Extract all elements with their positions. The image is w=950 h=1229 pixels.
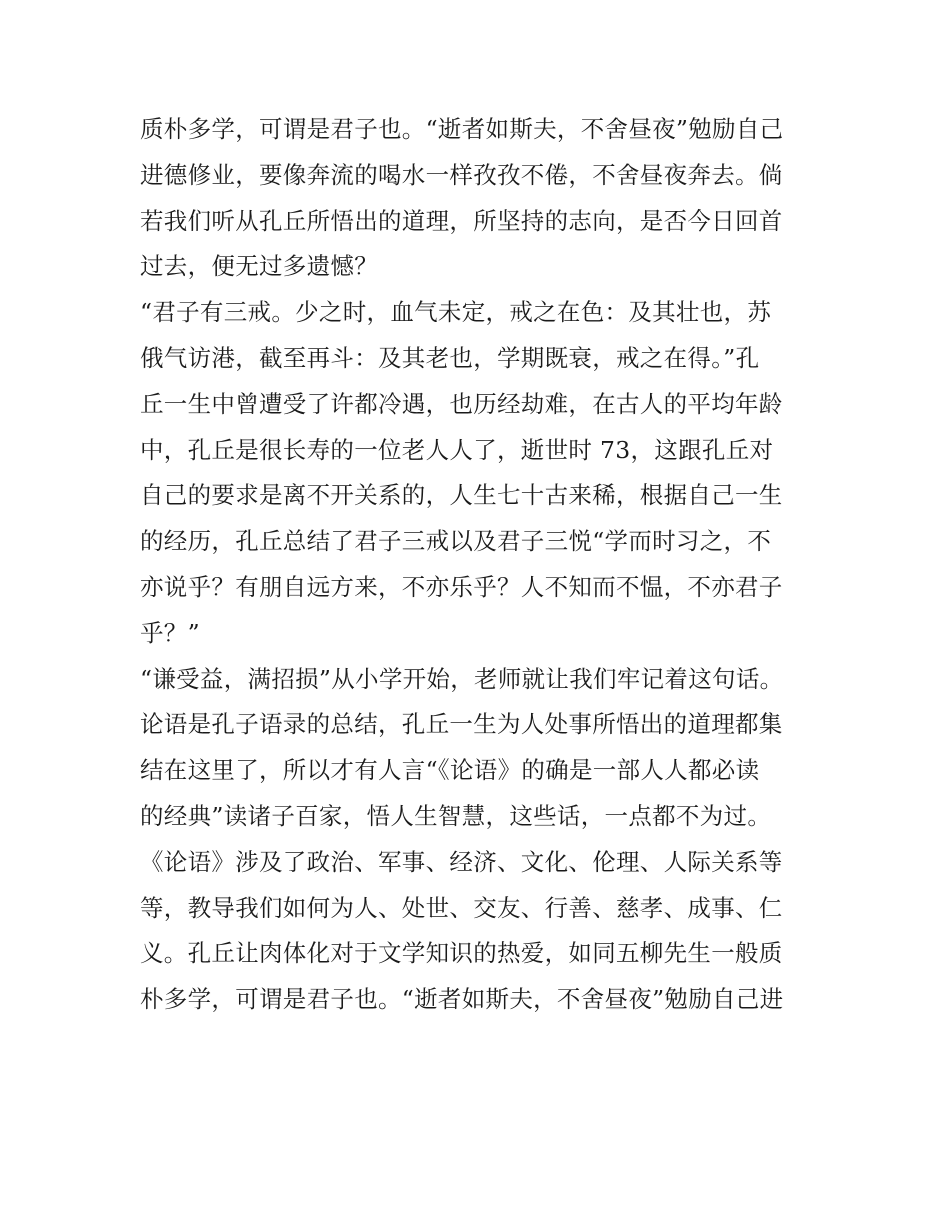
text-line: 自己的要求是离不开关系的，人生七十古来稀，根据自己一生 <box>140 481 783 510</box>
text-line: 丘一生中曾遭受了许都冷遇，也历经劫难，在古人的平均年龄 <box>140 389 783 418</box>
text-line: 进德修业，要像奔流的喝水一样孜孜不倦，不舍昼夜奔去。倘 <box>140 160 783 189</box>
text-line: 等，教导我们如何为人、处世、交友、行善、慈孝、成事、仁 <box>140 893 783 922</box>
text-line: 过去，便无过多遗憾？ <box>140 252 378 281</box>
text-line: 结在这里了，所以才有人言“《论语》的确是一部人人都必读 <box>140 756 760 785</box>
text-line: 乎？” <box>140 618 200 647</box>
text-line: 质朴多学，可谓是君子也。“逝者如斯夫，不舍昼夜”勉励自己 <box>140 115 784 143</box>
text-line: 论语是孔子语录的总结，孔丘一生为人处事所悟出的道理都集 <box>140 710 783 739</box>
text-line: 朴多学，可谓是君子也。“逝者如斯夫，不舍昼夜”勉励自己进 <box>140 985 784 1014</box>
text-line: 亦说乎？有朋自远方来，不亦乐乎？人不知而不愠，不亦君子 <box>140 572 783 601</box>
text-line: 若我们听从孔丘所悟出的道理，所坚持的志向，是否今日回首 <box>140 206 783 235</box>
text-line: 的经历，孔丘总结了君子三戒以及君子三悦“学而时习之，不 <box>140 527 772 556</box>
text-line: 的经典”读诸子百家，悟人生智慧，这些话，一点都不为过。 <box>140 801 772 830</box>
text-line: “谦受益，满招损”从小学开始，老师就让我们牢记着这句话。 <box>140 664 784 693</box>
text-line: 《论语》涉及了政治、军事、经济、文化、伦理、人际关系等 <box>140 847 783 876</box>
text-line: 义。孔丘让肉体化对于文学知识的热爱，如同五柳先生一般质 <box>140 939 783 968</box>
text-line: 中，孔丘是很长寿的一位老人人了，逝世时 73，这跟孔丘对 <box>140 435 774 464</box>
body-text <box>140 107 820 1023</box>
text-line: “君子有三戒。少之时，血气未定，戒之在色：及其壮也，苏 <box>140 298 772 327</box>
text-line: 俄气访港，截至再斗：及其老也，学期既衰，戒之在得。”孔 <box>140 343 760 372</box>
